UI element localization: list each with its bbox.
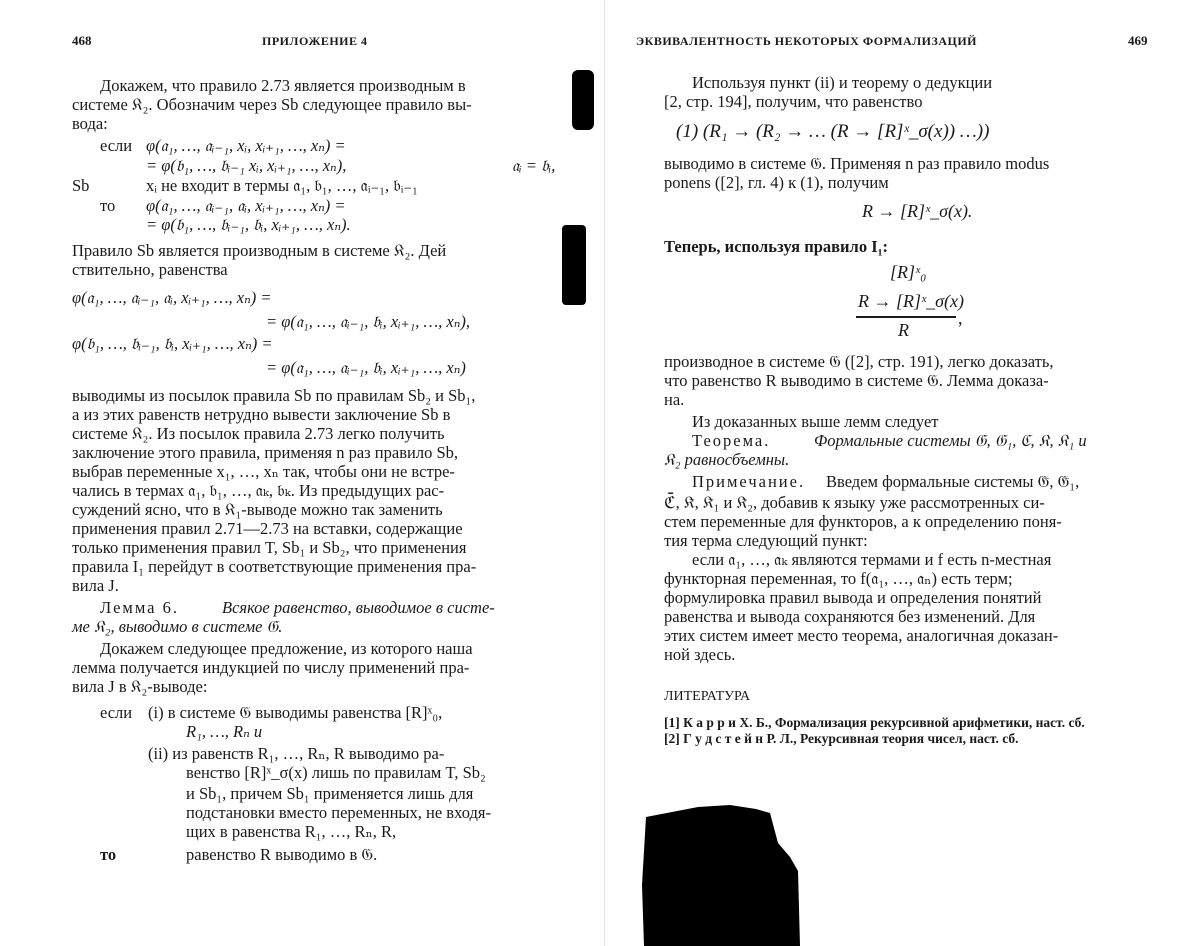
text-line: [2, стр. 194], получим, что равенство <box>664 92 923 111</box>
text-line: лемма получается индукцией по числу применений пра- <box>72 658 470 677</box>
formula-line: xᵢ не входит в термы 𝔞₁, 𝔟₁, …, 𝔞ᵢ₋₁, 𝔟ᵢ₋₁ <box>146 176 418 195</box>
cond-line: венство [R]ˣ_σ(x) лишь по правилам T, Sb₂ <box>186 763 486 782</box>
page-number: 468 <box>72 33 92 48</box>
text-line: ствительно, равенства <box>72 260 228 279</box>
text-line: вила J в 𝔎₂-выводе: <box>72 677 208 696</box>
scan-blot <box>572 70 594 130</box>
cond-line: R₁, …, Rₙ и <box>186 722 263 741</box>
cond-line: подстановки вместо переменных, не входя- <box>186 803 491 822</box>
cond-line: равенство R выводимо в 𝔊. <box>186 845 378 864</box>
cond-line: (ii) из равенств R₁, …, Rₙ, R выводимо ра- <box>148 744 445 763</box>
lemma-label: Лемма 6. <box>100 598 179 617</box>
text-line: тия терма следующий пункт: <box>664 531 868 550</box>
theorem-text: 𝔎₂ равносбъемны. <box>664 450 790 469</box>
formula-line: φ(𝔞₁, …, 𝔞ᵢ₋₁, 𝔞ᵢ, xᵢ₊₁, …, xₙ) = <box>146 196 346 215</box>
text-line: ной здесь. <box>664 645 736 664</box>
rule-comma: , <box>958 308 963 328</box>
text-line: системе 𝔎₂. Из посылок правила 2.73 легко получить <box>72 424 445 443</box>
formula-display: R → [R]ˣ_σ(x). <box>862 201 973 221</box>
formula-line: = φ(𝔟₁, …, 𝔟ᵢ₋₁, 𝔟ᵢ, xᵢ₊₁, …, xₙ). <box>146 215 351 234</box>
text-line: вила J. <box>72 576 119 595</box>
text-line: этих систем имеет место теорема, аналогичная доказан- <box>664 626 1059 645</box>
scan-blot <box>638 795 818 946</box>
formula-line: = φ(𝔟₁, …, 𝔟ᵢ₋₁ xᵢ, xᵢ₊₁, …, xₙ), <box>146 156 347 175</box>
text-line: Из доказанных выше лемм следует <box>692 412 939 431</box>
text-line: Используя пункт (ii) и теорему о дедукции <box>692 73 993 92</box>
reference: [2] Г у д с т е й н Р. Л., Рекурсивная теория чисел, наст. сб. <box>664 731 1019 746</box>
lemma-text: Всякое равенство, выводимое в систе- <box>222 598 495 617</box>
text-line: правила I₁ перейдут в соответствующие применения пра- <box>72 557 477 576</box>
formula-line: φ(𝔞₁, …, 𝔞ᵢ₋₁, xᵢ, xᵢ₊₁, …, xₙ) = <box>146 136 346 155</box>
text-line: равенства и вывода сохраняются без изменений. Для <box>664 607 1036 626</box>
rule-then: то <box>100 196 116 215</box>
cond-line: (i) в системе 𝔊 выводимы равенства [R]ˣ₀, <box>148 703 443 722</box>
text-line: заключение этого правила, применяя n раз правило Sb, <box>72 443 458 462</box>
text-line: выводимо в системе 𝔊. Применяя n раз правило modus <box>664 154 1050 173</box>
text-line: формулировка правил вывода и определения понятий <box>664 588 1042 607</box>
text-line: Докажем, что правило 2.73 является производным в <box>100 76 466 95</box>
rule-premise: [R]ˣ₀ <box>890 262 927 282</box>
text-line: функторная переменная, то f(𝔞₁, …, 𝔞ₙ) есть терм; <box>664 569 1013 588</box>
formula-display: (1) (R₁ → (R₂ → … (R → [R]ˣ_σ(x)) …)) <box>676 121 990 142</box>
text-line: ℭ̄, 𝔎̄, 𝔎̄₁ и 𝔎̄₂, добавив к языку уже рассмотренных си- <box>664 493 1045 512</box>
page-gutter <box>604 0 605 946</box>
text-line: чались в термах 𝔞₁, 𝔟₁, …, 𝔞ₖ, 𝔟ₖ. Из предыдущих рас- <box>72 481 445 500</box>
cond-then: то <box>100 845 117 864</box>
cond-if: если <box>100 703 133 722</box>
text-line: выводимы из посылок правила Sb по правилам Sb₂ и Sb₁, <box>72 386 476 405</box>
reference: [1] К а р р и Х. Б., Формализация рекурсивной арифметики, наст. сб. <box>664 715 1085 730</box>
text-line: системе 𝔎₂. Обозначим через Sb следующее правило вы- <box>72 95 472 114</box>
formula-line: φ(𝔟₁, …, 𝔟ᵢ₋₁, 𝔟ᵢ, xᵢ₊₁, …, xₙ) = <box>72 334 273 353</box>
right-page <box>600 0 1200 946</box>
theorem-label: Теорема. <box>692 431 771 450</box>
text-line: вода: <box>72 114 108 133</box>
rule-name: Sb <box>72 176 90 195</box>
theorem-text: Формальные системы 𝔊, 𝔊₁, ℭ, 𝔎, 𝔎₁ и <box>814 431 1087 450</box>
text-line: производное в системе 𝔊 ([2], стр. 191), легко доказать, <box>664 352 1054 371</box>
section-heading: ЛИТЕРАТУРА <box>664 689 751 704</box>
text-line: на. <box>664 390 685 409</box>
text-line: Введем формальные системы 𝔊̄, 𝔊̄₁, <box>826 472 1080 491</box>
text-line: применения правил 2.71—2.73 на вставки, содержащие <box>72 519 463 538</box>
note-label: Примечание. <box>692 472 806 491</box>
lemma-text: ме 𝔎₂, выводимо в системе 𝔊. <box>72 617 283 636</box>
rule-premise: R → [R]ˣ_σ(x) <box>858 291 964 311</box>
rule-fraction-line <box>856 316 956 318</box>
text-line: если 𝔞₁, …, 𝔞ₖ являются термами и f есть n-местная <box>692 550 1052 569</box>
page-number: 469 <box>1128 33 1148 48</box>
text-line: только применения правил T, Sb₁ и Sb₂, что применения <box>72 538 467 557</box>
formula-line: = φ(𝔞₁, …, 𝔞ᵢ₋₁, 𝔟ᵢ, xᵢ₊₁, …, xₙ), <box>266 312 470 331</box>
rule-conclusion: R <box>898 320 909 340</box>
text-line: Правило Sb является производным в системе 𝔎₂. Дей <box>72 241 447 260</box>
text-line: что равенство R выводимо в системе 𝔊. Лемма доказа- <box>664 371 1049 390</box>
text-line: Теперь, используя правило I₁: <box>664 237 889 256</box>
formula-line: 𝔞ᵢ = 𝔟ᵢ, <box>512 156 556 175</box>
rule-if: если <box>100 136 133 155</box>
formula-line: = φ(𝔞₁, …, 𝔞ᵢ₋₁, 𝔟ᵢ, xᵢ₊₁, …, xₙ) <box>266 358 466 377</box>
text-line: ponens ([2], гл. 4) к (1), получим <box>664 173 889 192</box>
text-line: стем переменные для функторов, а к определению поня- <box>664 512 1062 531</box>
formula-line: φ(𝔞₁, …, 𝔞ᵢ₋₁, 𝔞ᵢ, xᵢ₊₁, …, xₙ) = <box>72 288 272 307</box>
text-line: а из этих равенств нетрудно вывести заключение Sb в <box>72 405 451 424</box>
text-line: суждений ясно, что в 𝔎₁-выводе можно так заменить <box>72 500 443 519</box>
text-line: выбрав переменные x₁, …, xₙ так, чтобы они не встре- <box>72 462 455 481</box>
text-line: Докажем следующее предложение, из которого наша <box>100 639 473 658</box>
scan-blot <box>562 225 586 305</box>
running-header: ПРИЛОЖЕНИЕ 4 <box>262 34 368 48</box>
running-header: ЭКВИВАЛЕНТНОСТЬ НЕКОТОРЫХ ФОРМАЛИЗАЦИЙ <box>636 34 977 48</box>
cond-line: и Sb₁, причем Sb₁ применяется лишь для <box>186 784 474 803</box>
cond-line: щих в равенства R₁, …, Rₙ, R, <box>186 822 397 841</box>
